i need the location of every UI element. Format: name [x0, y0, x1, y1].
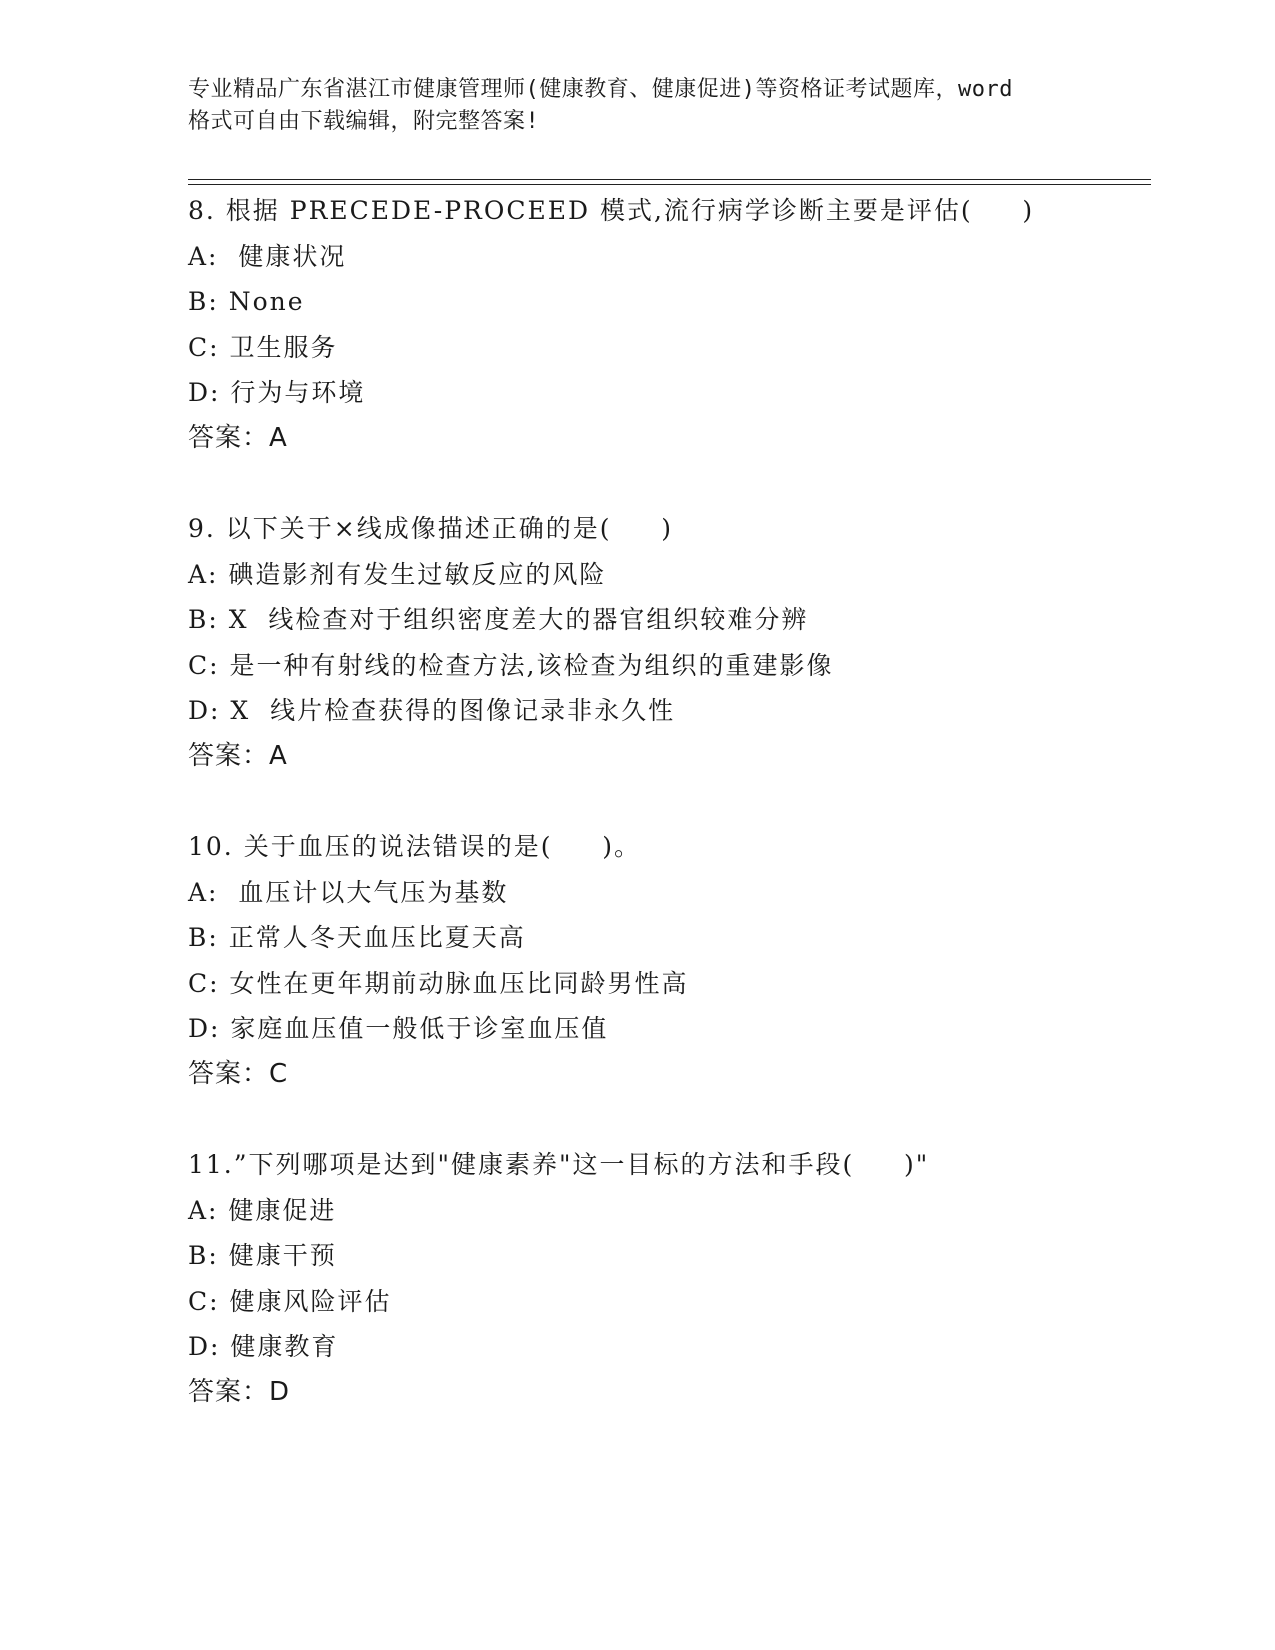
- header-line-1: 专业精品广东省湛江市健康管理师(健康教育、健康促进)等资格证考试题库，word: [188, 77, 1013, 102]
- answer: 答案：A: [188, 422, 288, 453]
- option-d: D: 健康教育: [188, 1332, 339, 1361]
- option-d: D: X 线片检查获得的图像记录非永久性: [188, 696, 676, 725]
- question-9: [188, 506, 1148, 779]
- answer: 答案：D: [188, 1376, 291, 1407]
- option-b: B: 正常人冬天血压比夏天高: [188, 923, 526, 952]
- option-d: D: 行为与环境: [188, 378, 366, 407]
- header-divider-bottom: [188, 184, 1151, 185]
- question-8: [188, 188, 1148, 461]
- answer: 答案：A: [188, 740, 288, 771]
- option-c: C: 是一种有射线的检查方法,该检查为组织的重建影像: [188, 650, 834, 680]
- header-line-2: 格式可自由下载编辑，附完整答案!: [188, 109, 540, 134]
- question-title: 11.”下列哪项是达到"健康素养"这一目标的方法和手段( )": [188, 1150, 930, 1179]
- option-c: C: 卫生服务: [188, 332, 338, 362]
- option-c: C: 健康风险评估: [188, 1286, 392, 1316]
- header-divider-top: [188, 179, 1151, 180]
- question-title: 10. 关于血压的说法错误的是( )。: [188, 832, 641, 861]
- question-title: 8. 根据 PRECEDE-PROCEED 模式,流行病学诊断主要是评估( ): [188, 196, 1035, 225]
- question-11: [188, 1142, 1148, 1415]
- document-header: [188, 74, 1088, 138]
- option-b: B: X 线检查对于组织密度差大的器官组织较难分辨: [188, 605, 809, 634]
- question-10: [188, 824, 1148, 1097]
- option-a: A: 健康状况: [188, 241, 347, 271]
- answer: 答案：C: [188, 1058, 289, 1089]
- option-b: B: 健康干预: [188, 1241, 337, 1270]
- question-list: [188, 188, 1148, 1460]
- option-a: A: 血压计以大气压为基数: [188, 877, 509, 907]
- option-a: A: 健康促进: [188, 1195, 337, 1225]
- option-c: C: 女性在更年期前动脉血压比同龄男性高: [188, 968, 689, 998]
- option-b: B: None: [188, 287, 305, 316]
- option-a: A: 碘造影剂有发生过敏反应的风险: [188, 559, 607, 589]
- option-d: D: 家庭血压值一般低于诊室血压值: [188, 1014, 609, 1043]
- question-title: 9. 以下关于×线成像描述正确的是( ): [188, 514, 673, 543]
